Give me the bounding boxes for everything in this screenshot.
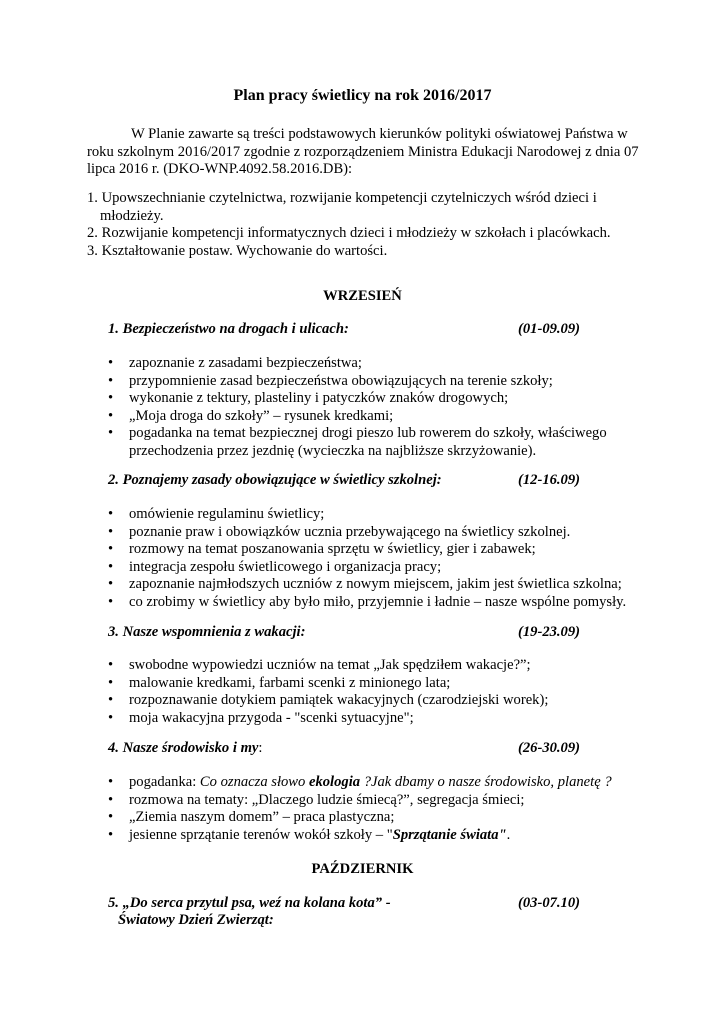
goal-item: 1. Upowszechnianie czytelnictwa, rozwijanie kompetencji czytelniczych wśród dzieci i młodzieży. [87,190,597,224]
list-item: • rozpoznawanie dotykiem pamiątek wakacyjnych (czarodziejski worek); [108,692,648,710]
section-list [108,774,648,844]
month-heading-pazdziernik: PAŹDZIERNIK [311,861,414,877]
section-heading [108,472,608,489]
list-item-text-italic: ?Jak dbamy o nasze środowisko, planetę ? [360,774,612,790]
section-date: (01-09.09) [518,321,581,337]
list-item-line: przechodzenia przez jezdnię (wycieczka na najbliższe skrzyżowanie). [129,442,537,459]
section-date: (03-07.10) [518,895,581,911]
list-item: • rozmowa na tematy: „Dlaczego ludzie śmiecą?”, segregacja śmieci; [108,792,648,810]
section-date: (26-30.09) [518,740,581,756]
list-item: • moja wakacyjna przygoda - "scenki sytuacyjne"; [108,710,648,728]
section-heading [108,624,608,641]
section-title: 1. Bezpieczeństwo na drogach i ulicach: [108,321,349,337]
section-list [108,355,648,460]
list-item: • co zrobimy w świetlicy aby było miło, przyjemnie i ładnie – nasze wspólne pomysły. [108,594,648,612]
list-item: • przypomnienie zasad bezpieczeństwa obowiązujących na terenie szkoły; [108,373,648,391]
list-item-text: jesienne sprzątanie terenów wokół szkoły – " [129,826,393,843]
section-list [108,657,648,727]
section-title: 3. Nasze wspomnienia z wakacji: [108,624,306,640]
list-item: • rozmowy na temat poszanowania sprzętu w świetlicy, gier i zabawek; [108,541,648,559]
list-item: • zapoznanie z zasadami bezpieczeństwa; [108,355,648,373]
section-list [108,506,648,611]
list-item: • „Moja droga do szkoły” – rysunek kredkami; [108,408,648,426]
section-subtitle: Światowy Dzień Zwierząt: [118,912,274,928]
goal-item: 3. Kształtowanie postaw. Wychowanie do wartości. [87,242,388,259]
list-item: • „Ziemia naszym domem” – praca plastyczna; [108,809,648,827]
list-item: • poznanie praw i obowiązków ucznia przebywającego na świetlicy szkolnej. [108,524,648,542]
list-item-text-bold-italic: ekologia [308,774,361,790]
goal-item: 2. Rozwijanie kompetencji informatycznych dzieci i młodzieży w szkołach i placówkach. [87,225,611,241]
section-heading [108,895,608,929]
document-title: Plan pracy świetlicy na rok 2016/2017 [233,87,492,104]
list-item-line: pogadanka na temat bezpiecznej drogi pieszo lub rowerem do szkoły, właściwego [129,425,607,441]
month-heading-wrzesien: WRZESIEŃ [323,288,402,304]
list-item [108,774,648,792]
section-title: 5. „Do serca przytul psa, weź na kolana kota” - [108,895,391,911]
list-item: • zapoznanie najmłodszych uczniów z nowym miejscem, jakim jest świetlica szkolna; [108,576,648,594]
section-title: 2. Poznajemy zasady obowiązujące w świetlicy szkolnej: [108,472,442,488]
list-item [108,425,648,460]
list-item-text-bold-italic: Sprzątanie świata" [392,826,507,843]
list-item-text-italic: Co oznacza słowo [199,774,309,790]
intro-paragraph: W Planie zawarte są treści podstawowych kierunków polityki oświatowej Państwa w roku szkolnym 2016/2017 zgodnie z rozporządzeniem Ministra Edukacji Narodowej z dnia 07 lipca 2016 r. (DKO-WNP.4092.58.2016.DB): [87,126,639,177]
section-date: (12-16.09) [518,472,581,488]
goals-list [87,190,647,260]
list-item: • swobodne wypowiedzi uczniów na temat „Jak spędziłem wakacje?”; [108,657,648,675]
list-item [108,827,648,845]
section-title: 4. Nasze środowisko i my [108,740,259,756]
section-title-colon: : [258,740,263,756]
section-date: (19-23.09) [518,624,581,640]
list-item: • integracja zespołu świetlicowego i organizacja pracy; [108,559,648,577]
list-item-text: . [506,826,511,843]
list-item: • malowanie kredkami, farbami scenki z minionego lata; [108,675,648,693]
section-heading [108,321,608,338]
section-heading [108,740,608,757]
list-item: • omówienie regulaminu świetlicy; [108,506,648,524]
list-item-text: pogadanka: [129,774,200,790]
list-item: • wykonanie z tektury, plasteliny i patyczków znaków drogowych; [108,390,648,408]
